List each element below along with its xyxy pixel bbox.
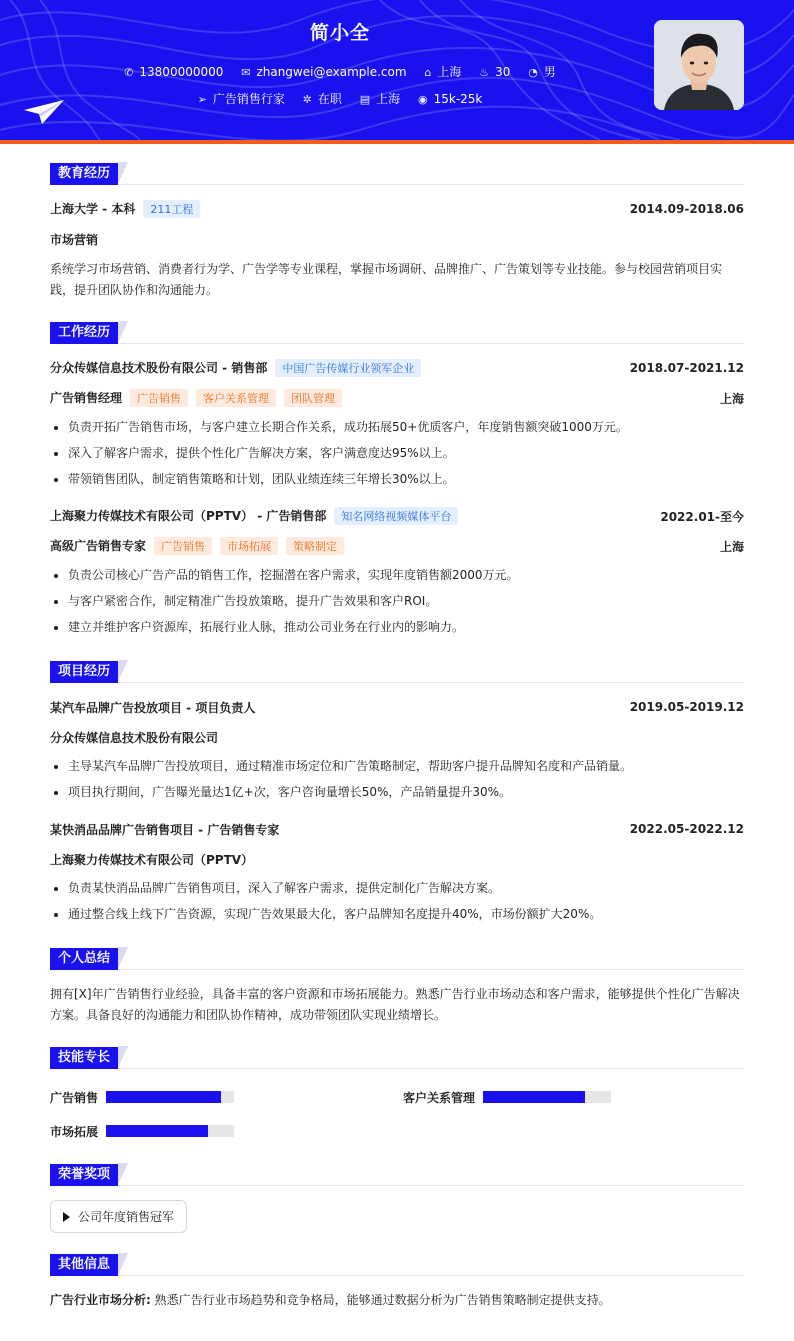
project-name: 某汽车品牌广告投放项目 - 项目负责人 bbox=[50, 700, 256, 715]
email: zhangwei@example.com bbox=[256, 65, 407, 79]
work-bullets bbox=[50, 414, 744, 492]
list-item: • 负责某快消品品牌广告销售项目，深入了解客户需求，提供定制化广告解决方案。 bbox=[68, 875, 744, 901]
work-date: 2022.01-至今 bbox=[660, 509, 744, 524]
status-item bbox=[303, 90, 342, 107]
work-location: 上海 bbox=[719, 539, 744, 554]
education-date: 2014.09-2018.06 bbox=[629, 202, 744, 216]
project-company: 上海聚力传媒技术有限公司（PPTV） bbox=[50, 852, 254, 867]
skill-bar bbox=[106, 1125, 234, 1137]
project-name-line bbox=[50, 819, 744, 839]
project-section-title bbox=[50, 660, 744, 683]
work-company: 上海聚力传媒技术有限公司（PPTV） - 广告销售部 bbox=[50, 509, 327, 523]
work-section-title bbox=[50, 321, 744, 344]
job-intent-row bbox=[0, 90, 680, 107]
work-bullets bbox=[50, 562, 744, 640]
skill-bar bbox=[483, 1091, 611, 1103]
list-item: • 与客户紧密合作，制定精准广告投放策略，提升广告效果和客户ROI。 bbox=[68, 588, 744, 614]
skills-list bbox=[50, 1083, 744, 1153]
school-tag: 211工程 bbox=[143, 200, 200, 218]
project-item bbox=[50, 819, 744, 927]
skill-tag: 团队管理 bbox=[284, 389, 342, 407]
resume-header bbox=[0, 0, 794, 140]
phone: 13800000000 bbox=[139, 65, 224, 79]
work-date: 2018.07-2021.12 bbox=[629, 361, 744, 375]
avatar-portrait-icon bbox=[654, 20, 744, 110]
work-item bbox=[50, 358, 744, 492]
section-label: 个人总结 bbox=[50, 948, 118, 970]
city-item bbox=[424, 63, 461, 80]
cake-icon: ♨ bbox=[479, 66, 490, 79]
salary: 15k-25k bbox=[433, 92, 483, 106]
work-location: 上海 bbox=[719, 391, 744, 406]
work-role-line bbox=[50, 388, 744, 408]
mail-icon: ✉ bbox=[241, 66, 251, 79]
skills-section-title bbox=[50, 1046, 744, 1069]
age-item bbox=[479, 65, 510, 79]
candidate-name: 简小全 bbox=[309, 22, 370, 44]
project-bullets bbox=[50, 753, 744, 805]
skill-tag: 广告销售 bbox=[130, 389, 188, 407]
project-date: 2022.05-2022.12 bbox=[629, 822, 744, 836]
project-bullets bbox=[50, 875, 744, 927]
project-company-line bbox=[50, 727, 744, 747]
other-label: 广告行业市场分析: bbox=[50, 1293, 151, 1307]
gender-item bbox=[528, 63, 556, 80]
other-section-title bbox=[50, 1253, 744, 1276]
work-role-line bbox=[50, 536, 744, 556]
skill-bar-fill bbox=[483, 1091, 585, 1103]
project-item bbox=[50, 697, 744, 805]
skill-bar-fill bbox=[106, 1091, 221, 1103]
job-target: 广告销售行家 bbox=[212, 92, 285, 106]
contact-row bbox=[0, 63, 680, 80]
list-item: • 项目执行期间，广告曝光量达1亿+次，客户咨询量增长50%，产品销量提升30%。 bbox=[68, 779, 744, 805]
email-item bbox=[241, 65, 406, 79]
list-item: • 带领销售团队，制定销售策略和计划，团队业绩连续三年增长30%以上。 bbox=[68, 466, 744, 492]
section-label: 技能专长 bbox=[50, 1047, 118, 1069]
project-date: 2019.05-2019.12 bbox=[629, 700, 744, 714]
section-label: 工作经历 bbox=[50, 322, 118, 344]
skill-tag: 广告销售 bbox=[154, 537, 212, 555]
target-city: 上海 bbox=[376, 92, 401, 106]
list-item: • 主导某汽车品牌广告投放项目，通过精准市场定位和广告策略制定，帮助客户提升品牌知名度和产品销量。 bbox=[68, 753, 744, 779]
summary-section-title bbox=[50, 947, 744, 970]
city: 上海 bbox=[437, 65, 462, 79]
company-tag: 中国广告传媒行业领军企业 bbox=[275, 359, 421, 377]
company-tag: 知名网络视频媒体平台 bbox=[334, 507, 458, 525]
gender: 男 bbox=[543, 65, 556, 79]
award-item bbox=[50, 1200, 187, 1233]
section-label: 其他信息 bbox=[50, 1254, 118, 1276]
work-role: 高级广告销售专家 bbox=[50, 539, 147, 553]
money-icon: ◉ bbox=[417, 93, 428, 106]
home-icon: ⌂ bbox=[424, 66, 432, 79]
skill-name: 客户关系管理 bbox=[403, 1091, 476, 1105]
skill-bar-fill bbox=[106, 1125, 208, 1137]
paper-plane-icon bbox=[24, 100, 64, 124]
major-line bbox=[50, 229, 744, 249]
section-label-tail bbox=[118, 660, 128, 682]
education-section-title bbox=[50, 162, 744, 185]
project-name-line bbox=[50, 697, 744, 717]
header-accent-bar bbox=[0, 140, 794, 144]
list-item: • 通过整合线上线下广告资源，实现广告效果最大化，客户品牌知名度提升40%，市场份额扩大20%。 bbox=[68, 901, 744, 927]
phone-item bbox=[124, 65, 223, 79]
play-triangle-icon bbox=[63, 1212, 70, 1222]
project-company: 分众传媒信息技术股份有限公司 bbox=[50, 730, 219, 745]
section-label: 项目经历 bbox=[50, 661, 118, 683]
phone-icon: ✆ bbox=[124, 66, 134, 79]
skill-bar bbox=[106, 1091, 234, 1103]
work-item bbox=[50, 506, 744, 640]
send-icon: ➢ bbox=[197, 93, 207, 106]
skill-name: 广告销售 bbox=[50, 1091, 99, 1105]
project-company-line bbox=[50, 849, 744, 869]
award-name: 公司年度销售冠军 bbox=[78, 1210, 175, 1224]
project-name: 某快消品品牌广告销售项目 - 广告销售专家 bbox=[50, 822, 280, 837]
work-company-line bbox=[50, 358, 744, 378]
education-desc: 系统学习市场营销、消费者行为学、广告学等专业课程，掌握市场调研、品牌推广、广告策划等专业技能。参与校园营销项目实践，提升团队协作和沟通能力。 bbox=[50, 262, 723, 297]
awards-section-title bbox=[50, 1163, 744, 1186]
age: 30 bbox=[495, 65, 511, 79]
list-item: • 深入了解客户需求，提供个性化广告解决方案，客户满意度达95%以上。 bbox=[68, 440, 744, 466]
work-role: 广告销售经理 bbox=[50, 391, 123, 405]
section-label: 教育经历 bbox=[50, 163, 118, 185]
avatar bbox=[654, 20, 744, 110]
skill-name: 市场拓展 bbox=[50, 1125, 99, 1139]
section-label-tail bbox=[118, 1046, 128, 1068]
school: 上海大学 - 本科 bbox=[50, 202, 136, 216]
resume-body bbox=[50, 162, 744, 1311]
section-label-tail bbox=[118, 1253, 128, 1275]
summary-text: 拥有[X]年广告销售行业经验，具备丰富的客户资源和市场拓展能力。熟悉广告行业市场动态和客户需求，能够提供个性化广告解决方案。具备良好的沟通能力和团队协作精神，成功带领团队实现业绩增长。 bbox=[50, 987, 740, 1022]
education-header bbox=[50, 199, 744, 219]
other-text: 熟悉广告行业市场趋势和竞争格局，能够通过数据分析为广告销售策略制定提供支持。 bbox=[154, 1293, 611, 1307]
target-city-item bbox=[360, 90, 400, 107]
section-label-tail bbox=[118, 162, 128, 184]
gender-icon: ◔ bbox=[528, 66, 538, 79]
skill-tag: 客户关系管理 bbox=[196, 389, 276, 407]
list-item: • 建立并维护客户资源库，拓展行业人脉，推动公司业务在行业内的影响力。 bbox=[68, 614, 744, 640]
other-info bbox=[50, 1290, 744, 1311]
work-company-line bbox=[50, 506, 744, 526]
list-item: • 负责开拓广告销售市场，与客户建立长期合作关系，成功拓展50+优质客户，年度销售额突破1000万元。 bbox=[68, 414, 744, 440]
job-status: 在职 bbox=[317, 92, 342, 106]
section-label-tail bbox=[118, 947, 128, 969]
work-company: 分众传媒信息技术股份有限公司 - 销售部 bbox=[50, 361, 268, 375]
status-icon: ✲ bbox=[302, 93, 312, 106]
skill-tag: 市场拓展 bbox=[220, 537, 278, 555]
section-label-tail bbox=[118, 321, 128, 343]
list-item: • 负责公司核心广告产品的销售工作，挖掘潜在客户需求，实现年度销售额2000万元。 bbox=[68, 562, 744, 588]
skill-tag: 策略制定 bbox=[286, 537, 344, 555]
job-target-item bbox=[198, 90, 285, 107]
building-icon: ▤ bbox=[359, 93, 371, 106]
major: 市场营销 bbox=[50, 232, 99, 247]
section-label: 荣誉奖项 bbox=[50, 1164, 118, 1186]
section-label-tail bbox=[118, 1163, 128, 1185]
salary-item bbox=[418, 92, 482, 106]
